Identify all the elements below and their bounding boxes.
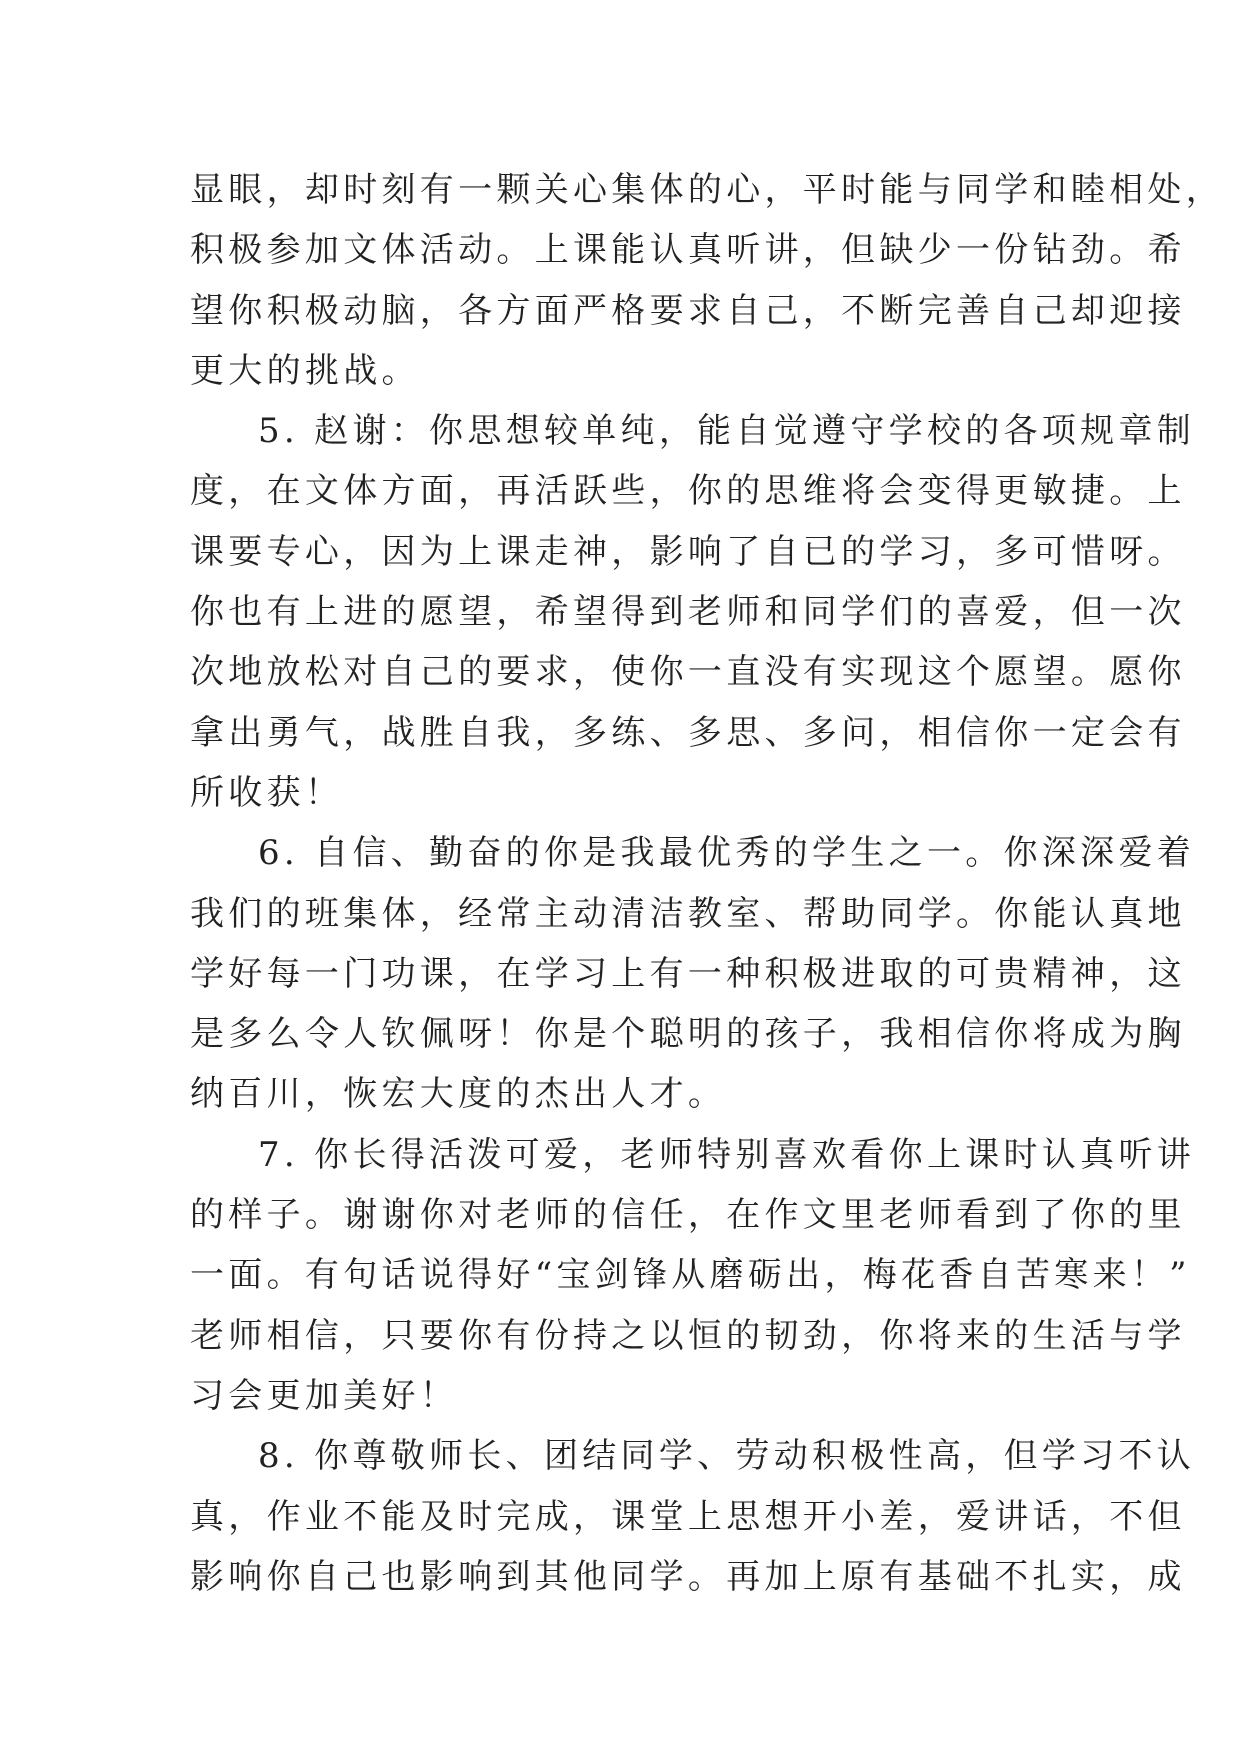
text-line: 8. 你尊敬师长、团结同学、劳动积极性高，但学习不认 (258, 1436, 1196, 1477)
paragraph-6 (190, 823, 1196, 1124)
text-line: 是多么令人钦佩呀！你是个聪明的孩子，我相信你将成为胸 (190, 1014, 1186, 1055)
text-line: 拿出勇气，战胜自我，多练、多思、多问，相信你一定会有 (190, 712, 1186, 753)
paragraph-5 (190, 401, 1196, 823)
text-line: 5. 赵谢：你思想较单纯，能自觉遵守学校的各项规章制 (258, 411, 1196, 452)
text-line: 的样子。谢谢你对老师的信任，在作文里老师看到了你的里 (190, 1195, 1186, 1236)
text-line: 7. 你长得活泼可爱，老师特别喜欢看你上课时认真听讲 (258, 1134, 1196, 1175)
text-line: 更大的挑战。 (190, 350, 420, 391)
paragraph-7 (190, 1125, 1196, 1426)
text-line: 习会更加美好！ (190, 1375, 459, 1416)
text-line: 真，作业不能及时完成，课堂上思想开小差，爱讲话，不但 (190, 1496, 1186, 1537)
text-line: 显眼，却时刻有一颗关心集体的心，平时能与同学和睦相处， (190, 170, 1225, 210)
text-line: 纳百川，恢宏大度的杰出人才。 (190, 1074, 727, 1115)
text-line: 影响你自己也影响到其他同学。再加上原有基础不扎实，成 (190, 1556, 1186, 1597)
paragraph-4-tail (190, 160, 1225, 401)
paragraph-8 (190, 1426, 1196, 1607)
text-line: 学好每一门功课，在学习上有一种积极进取的可贵精神，这 (190, 953, 1186, 994)
text-line: 所收获！ (190, 772, 344, 813)
text-line: 望你积极动脑，各方面严格要求自己，不断完善自己却迎接 (190, 290, 1186, 331)
text-line: 次地放松对自己的要求，使你一直没有实现这个愿望。愿你 (190, 652, 1186, 693)
text-line: 我们的班集体，经常主动清洁教室、帮助同学。你能认真地 (190, 893, 1186, 934)
text-line: 度，在文体方面，再活跃些，你的思维将会变得更敏捷。上 (190, 471, 1186, 512)
text-line: 积极参加文体活动。上课能认真听讲，但缺少一份钻劲。希 (190, 230, 1186, 271)
text-line: 一面。有句话说得好“宝剑锋从磨砺出，梅花香自苦寒来！” (190, 1255, 1191, 1296)
text-line: 老师相信，只要你有份持之以恒的韧劲，你将来的生活与学 (190, 1315, 1186, 1356)
document-body (190, 160, 1225, 1607)
text-line: 6. 自信、勤奋的你是我最优秀的学生之一。你深深爱着 (258, 833, 1196, 874)
text-line: 课要专心，因为上课走神，影响了自已的学习，多可惜呀。 (190, 531, 1186, 572)
text-line: 你也有上进的愿望，希望得到老师和同学们的喜爱，但一次 (190, 592, 1186, 633)
